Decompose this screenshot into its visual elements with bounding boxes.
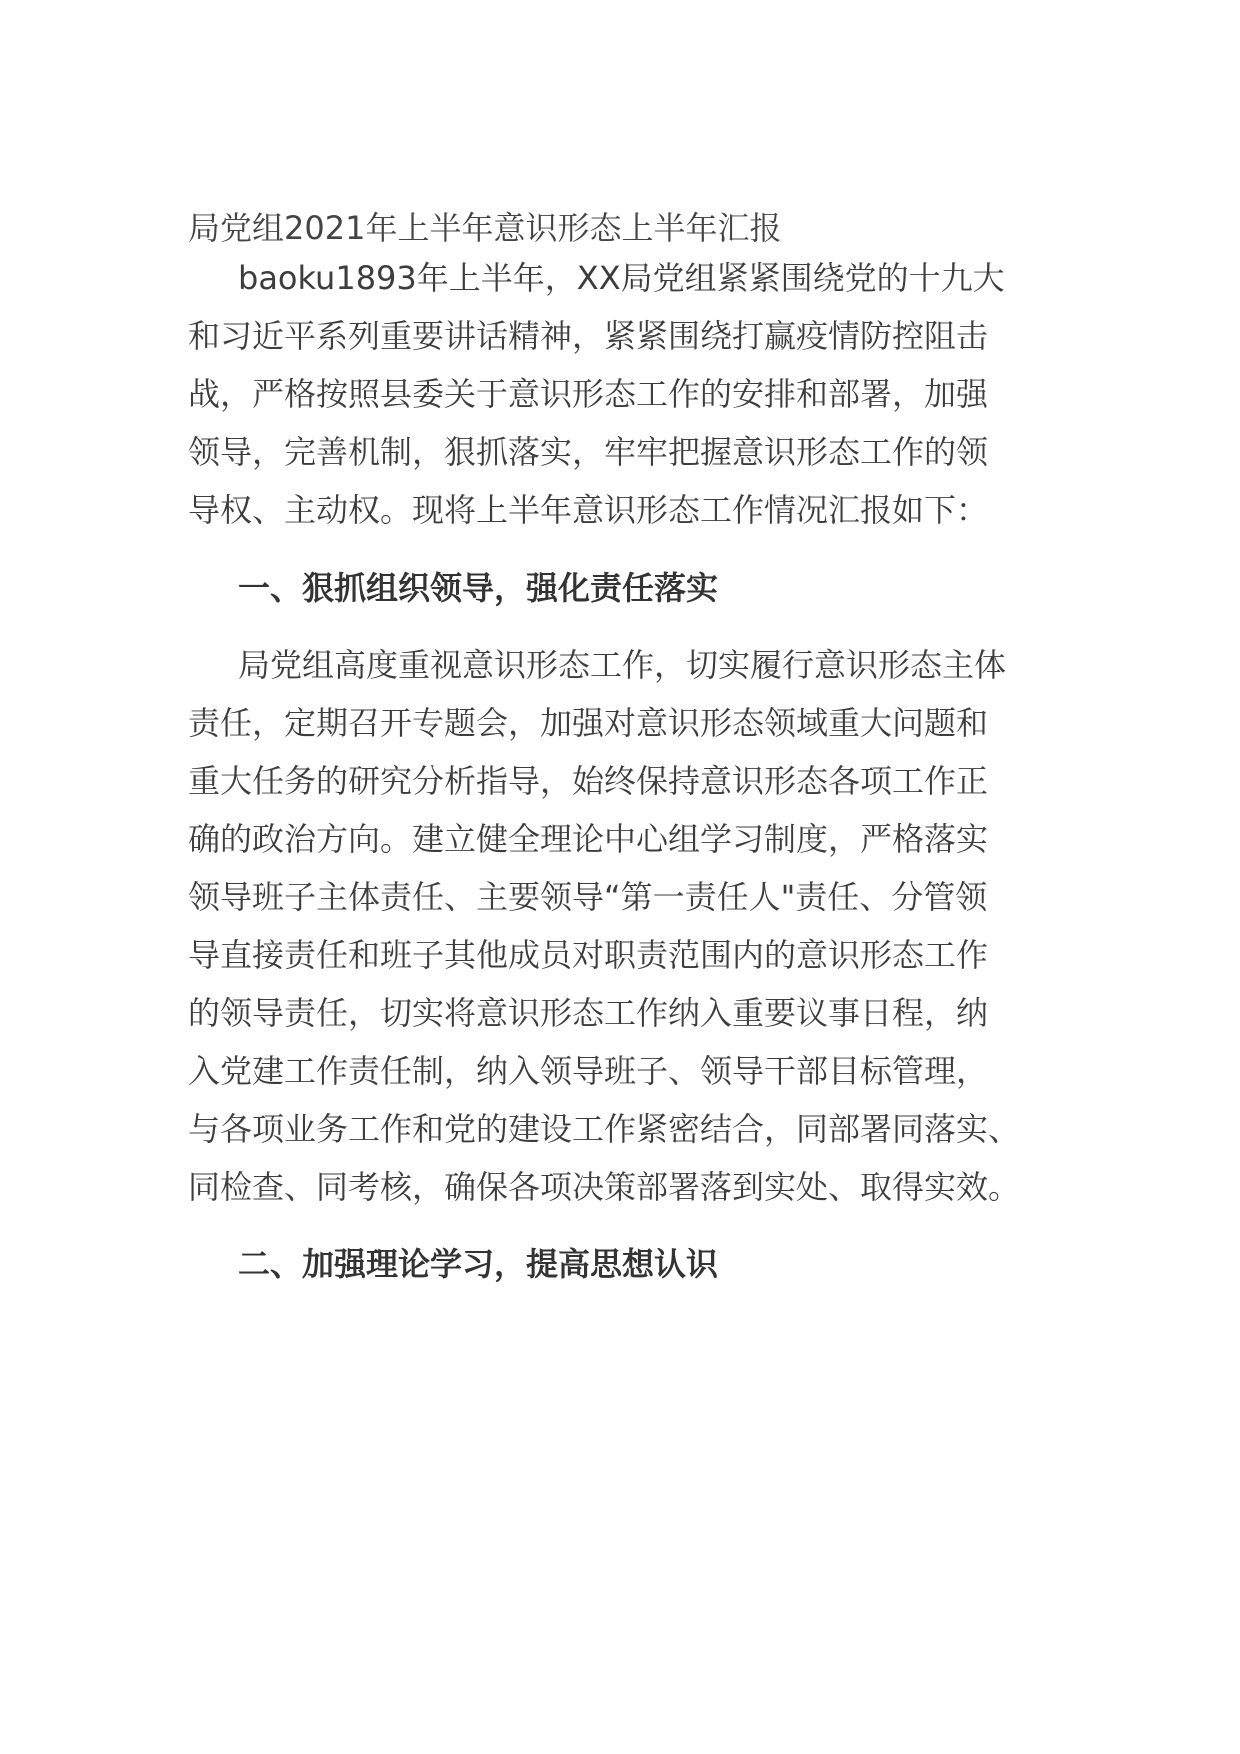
document-title: 局党组2021年上半年意识形态上半年汇报 (188, 209, 782, 247)
paragraph-line: 导权、主动权。现将上半年意识形态工作情况汇报如下： (188, 491, 989, 529)
paragraph-line: 重大任务的研究分析指导，始终保持意识形态各项工作正 (188, 762, 989, 800)
paragraph-line: 领导，完善机制，狠抓落实，牢牢把握意识形态工作的领 (188, 433, 989, 471)
section-heading-1: 一、狠抓组织领导，强化责任落实 (238, 569, 719, 607)
paragraph-line: 的领导责任，切实将意识形态工作纳入重要议事日程，纳 (188, 994, 989, 1032)
paragraph-line: 责任，定期召开专题会，加强对意识形态领域重大问题和 (188, 704, 989, 742)
paragraph-line: 与各项业务工作和党的建设工作紧密结合，同部署同落实、 (188, 1110, 1021, 1148)
paragraph-line: 战，严格按照县委关于意识形态工作的安排和部署，加强 (188, 375, 989, 413)
paragraph-line: 和习近平系列重要讲话精神，紧紧围绕打赢疫情防控阻击 (188, 317, 989, 355)
paragraph-line: 导直接责任和班子其他成员对职责范围内的意识形态工作 (188, 936, 989, 974)
section-heading-2: 二、加强理论学习，提高思想认识 (238, 1245, 719, 1283)
paragraph-line: 同检查、同考核，确保各项决策部署落到实处、取得实效。 (188, 1168, 1021, 1206)
paragraph-line: 局党组高度重视意识形态工作，切实履行意识形态主体 (238, 646, 1007, 684)
paragraph-line: 确的政治方向。建立健全理论中心组学习制度，严格落实 (188, 820, 989, 858)
paragraph-line: 入党建工作责任制，纳入领导班子、领导干部目标管理， (188, 1052, 989, 1090)
paragraph-line: 领导班子主体责任、主要领导“第一责任人"责任、分管领 (188, 878, 988, 916)
paragraph-line: baoku1893年上半年，XX局党组紧紧围绕党的十九大 (238, 259, 1005, 297)
